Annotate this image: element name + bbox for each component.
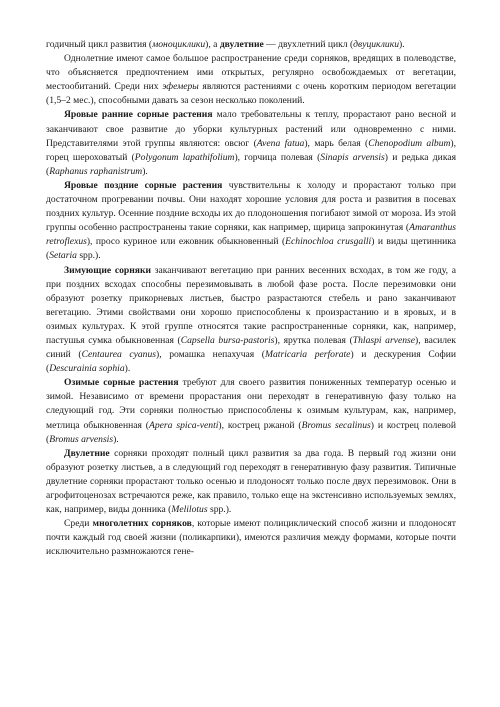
text-run: Однолетние имеют самое большое распространение среди сорняков, вредящих в полеводстве, что объясняется предпочтением ими открытых, регулярно освобождаемых от вегетации, местообитаний. Среди них [46, 53, 456, 93]
bold-term: Озимые сорные растения [64, 377, 179, 389]
italic-term: Centaurea cyanus [81, 349, 157, 361]
text-run: spp.). [207, 504, 232, 516]
text-run: являются растениями с очень коротким периодом вегетации (1,5–2 мес.), способными давать за сезон несколько поколений. [46, 81, 456, 107]
paragraph-wintering-weeds [46, 264, 456, 377]
text-run: ), горчица полевая ( [234, 151, 321, 163]
italic-term: Melilotus [171, 504, 208, 516]
italic-term: Setaria [49, 250, 77, 262]
italic-term: Matricaria perforate [265, 349, 351, 361]
italic-term: Descurainia sophia [49, 363, 125, 375]
paragraph-perennials [46, 517, 456, 559]
text-run: ), марь белая ( [304, 137, 369, 149]
text-run: spp.). [76, 250, 101, 262]
italic-term: Amaranthus retroflexus [46, 222, 456, 248]
bold-term: многолетних сорняков [92, 518, 192, 530]
italic-term: Thlaspi arvense [352, 334, 415, 346]
italic-term: моноциклики [152, 39, 206, 50]
text-run: ). [399, 39, 405, 50]
text-run: чувствительны к холоду и прорастают только при достаточном прогревании почвы. Они находят хорошие условия для роста и развития в посевах поздних культур. Осенние поздние всходы их до плодоношения погибают зимой от мороза. Из этой группы особенно распространены такие сорняки, как например, щирица запрокинутая ( [46, 179, 456, 234]
text-run: заканчивают вегетацию при ранних весенних всходах, в том же году, а при поздних всходах способны перезимовывать в любой фазе роста. После перезимовки они образуют розетку прикорневых листьев, быстро разрастаются стебель и рано заканчивают вегетацию. Этими свойствами они хорошо приспособлены к произрастанию и в яровых, и в озимых культурах. К этой группе относятся такие распространенные сорняки, как, например, пастушья сумка обыкновенная ( [46, 264, 457, 346]
text-run: ), кострец ржаной ( [218, 419, 302, 431]
bold-term: двулетние [219, 39, 264, 50]
text-run: ). [142, 165, 148, 177]
text-run: — двухлетний цикл ( [263, 39, 354, 50]
text-run: годичный цикл развития ( [46, 39, 153, 50]
text-run: сорняки проходят полный цикл развития за два года. В первый год жизни они образуют розетку листьев, а в следующий год переходят в генеративную фазу развития. Типичные двулетние сорняки прорастают только осенью и плодоносят только после двух перезимовок. Они в агрофитоценозах встречаются реже, как правило, только еще на экстенсивно используемых землях, как, например, виды донника ( [46, 447, 456, 516]
text-run: ) и редька дикая ( [46, 151, 457, 177]
paragraph-annuals [46, 52, 456, 108]
text-run: требуют для своего развития пониженных температур осенью и зимой. Независимо от времени прорастания они переходят в генеративную фазу только на следующий год. Эти сорняки полностью приспособлены к озимым культурам, как, например, метлица обыкновенная ( [46, 377, 456, 431]
text-run: ), ярутка полевая ( [274, 334, 353, 346]
text-run: ) и дескурения Софии ( [46, 349, 456, 375]
text-run: мало требовательны к теплу, прорастают рано весной и заканчивают свое развитие до уборки культурных растений или одновременно с ними. Представителями этой группы являются: овсюг ( [46, 109, 456, 149]
italic-term: Polygonum lapathifolium [134, 151, 235, 163]
italic-term: Bromus arvensis [49, 433, 114, 445]
text-run: ) и кострец полевой ( [46, 419, 456, 445]
paragraph-late-spring-weeds [46, 179, 456, 264]
italic-term: Apera spica-venti [148, 419, 219, 431]
italic-term: Avena fatua [256, 137, 305, 149]
text-run: ), горец шероховатый ( [46, 137, 457, 163]
text-run: ), просо куриное или ежовник обыкновенный ( [86, 236, 286, 248]
bold-term: Яровые ранние сорные растения [64, 109, 213, 121]
italic-term: Echinochloa crusgalli [285, 236, 372, 248]
bold-term: Зимующие сорняки [64, 264, 152, 276]
italic-term: Chenopodium album [368, 137, 451, 149]
paragraph-winter-weeds [46, 376, 456, 446]
bold-term: Двулетние [64, 447, 110, 459]
bold-term: Яровые поздние сорные растения [64, 179, 223, 191]
italic-term: Capsella bursa-pastoris [180, 334, 275, 346]
text-run: ). [113, 433, 119, 445]
text-run: ) и виды щетинника ( [46, 236, 457, 262]
paragraph-annual-cycle [46, 38, 456, 52]
text-run: ), ромашка непахучая ( [156, 349, 265, 361]
text-run: ). [124, 363, 131, 375]
text-run: , которые имеют полициклический способ жизни и плодоносят почти каждый год своей жизни (поликарпики), имеются различия между формами, которые почти исключительно размножаются гене- [46, 518, 456, 558]
italic-term: Sinapis arvensis [320, 151, 385, 163]
paragraph-biennials [46, 447, 456, 517]
italic-term: эфемеры [162, 81, 199, 93]
italic-term: двуциклики [353, 39, 399, 50]
text-run: ), а [205, 39, 220, 50]
paragraph-early-spring-weeds [46, 108, 456, 178]
text-run: ), василек синий ( [46, 334, 456, 361]
italic-term: Bromus secalinus [301, 419, 371, 431]
italic-term: Raphanus raphanistrum [49, 165, 143, 177]
document-page [46, 38, 456, 559]
text-run: Среди [64, 518, 93, 530]
